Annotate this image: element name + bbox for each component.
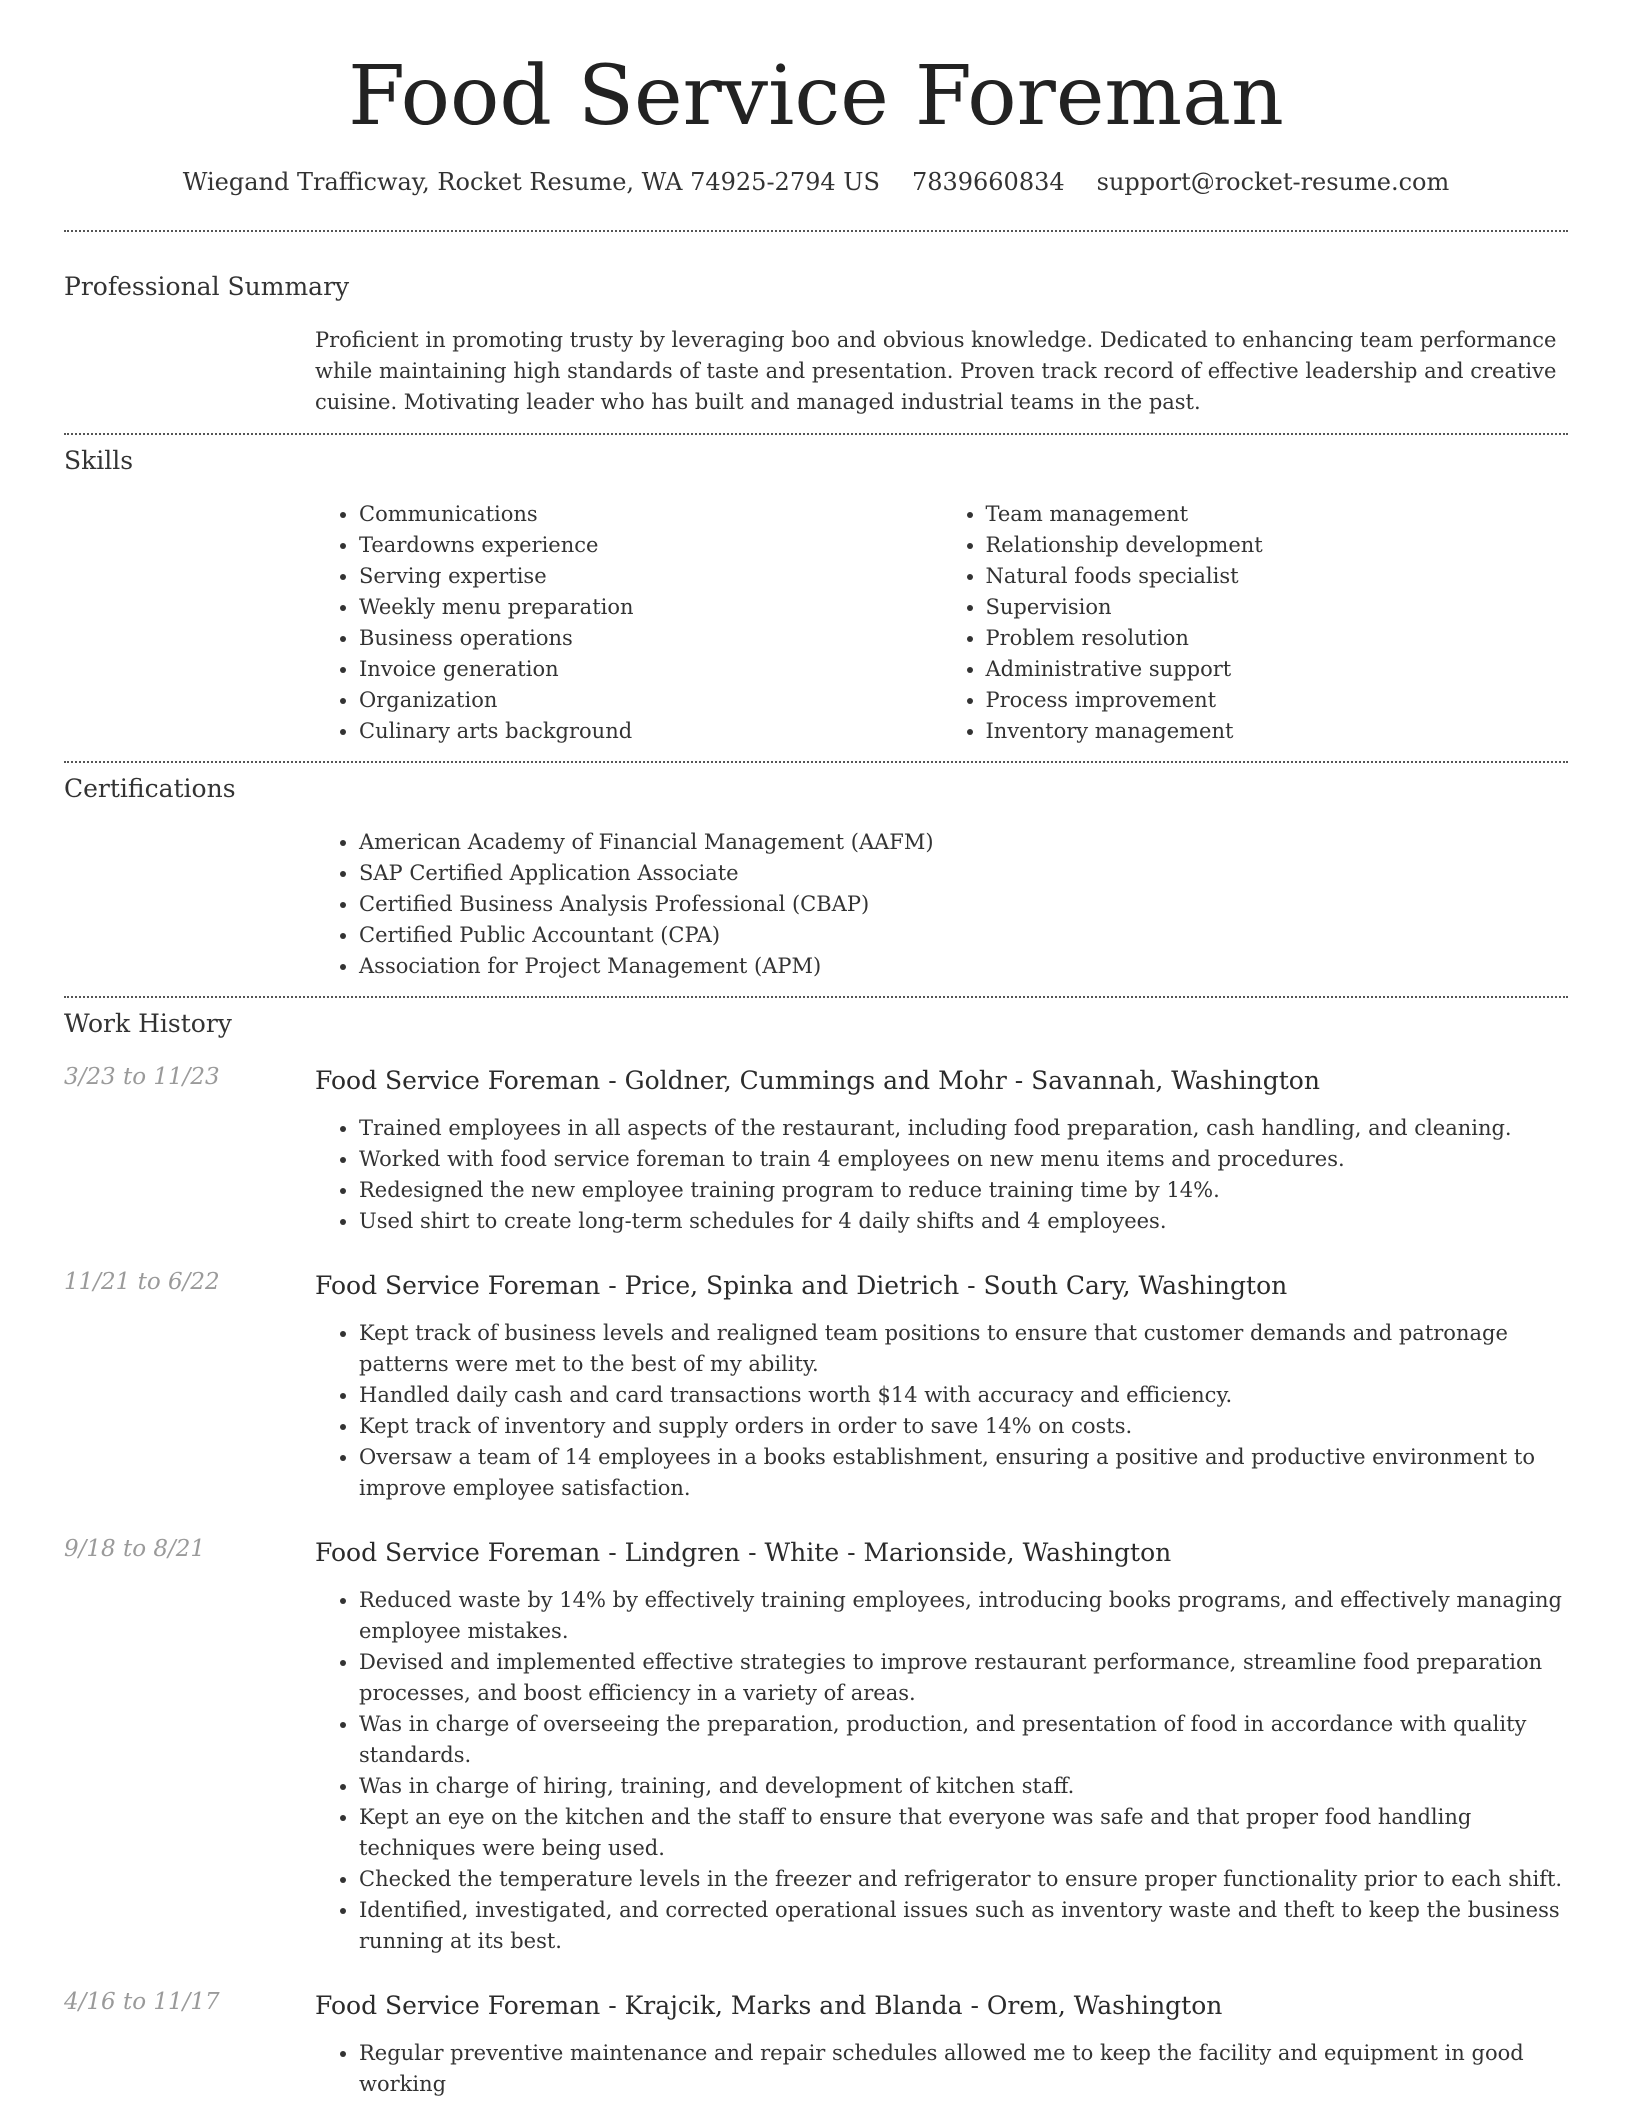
job-bullet: • Checked the temperature levels in the freezer and refrigerator to ensure proper functionality prior to each shift. — [359, 1864, 1568, 1895]
contact-address: Wiegand Trafficway, Rocket Resume, WA 74925-2794 US — [182, 168, 880, 197]
candidate-name: Food Service Foreman — [348, 49, 1284, 144]
job-entry — [64, 1269, 1568, 1504]
job-bullet: • Kept track of business levels and realigned team positions to ensure that customer demands and patronage patterns were met to the best of my ability. — [359, 1318, 1568, 1380]
skills-list-left — [315, 499, 942, 747]
job-bullet: • Identified, investigated, and corrected operational issues such as inventory waste and theft to keep the business running at its best. — [359, 1895, 1568, 1957]
skill-item: • Invoice generation — [359, 654, 942, 685]
job-dates: 9/18 to 8/21 — [64, 1536, 206, 1563]
skills-title: Skills — [64, 446, 134, 476]
job-bullet: • Redesigned the new employee training program to reduce training time by 14%. — [359, 1175, 1568, 1206]
certification-item: • Association for Project Management (APM) — [359, 951, 1568, 982]
job-bullet: • Trained employees in all aspects of the restaurant, including food preparation, cash handling, and cleaning. — [359, 1113, 1568, 1144]
job-dates: 4/16 to 11/17 — [64, 1989, 220, 2016]
skill-item: • Natural foods specialist — [986, 561, 1569, 592]
certifications-title: Certifications — [64, 774, 236, 804]
resume-header — [64, 0, 1568, 196]
skill-item: • Administrative support — [986, 654, 1569, 685]
job-bullet: • Kept an eye on the kitchen and the staff to ensure that everyone was safe and that proper food handling techniques were being used. — [359, 1802, 1568, 1864]
job-bullet: • Kept track of inventory and supply orders in order to save 14% on costs. — [359, 1411, 1568, 1442]
job-bullets — [315, 1113, 1568, 1237]
job-bullet: • Oversaw a team of 14 employees in a books establishment, ensuring a positive and productive environment to improve employee satisfaction. — [359, 1442, 1568, 1504]
job-bullet: • Was in charge of hiring, training, and development of kitchen staff. — [359, 1771, 1568, 1802]
job-heading: Food Service Foreman - Krajcik, Marks and Blanda - Orem, Washington — [315, 1991, 1223, 2021]
certifications-list — [315, 827, 1568, 982]
job-heading: Food Service Foreman - Goldner, Cummings and Mohr - Savannah, Washington — [315, 1066, 1320, 1096]
summary-text: Proficient in promoting trusty by leveraging boo and obvious knowledge. Dedicated to enhancing team performance while maintaining high standards of taste and presentation. Proven track record of effective leadership and creative cuisine. Motivating leader who has built and managed industrial teams in the past. — [315, 328, 1557, 415]
certification-item: • Certified Public Accountant (CPA) — [359, 920, 1568, 951]
contact-phone[interactable]: 7839660834 — [911, 168, 1065, 197]
certifications-section — [64, 763, 1568, 996]
skill-item: • Serving expertise — [359, 561, 942, 592]
job-bullets — [315, 1318, 1568, 1504]
contact-email[interactable]: support@rocket-resume.com — [1096, 168, 1450, 197]
skill-item: • Process improvement — [986, 685, 1569, 716]
skill-item: • Organization — [359, 685, 942, 716]
skill-item: • Communications — [359, 499, 942, 530]
job-dates: 3/23 to 11/23 — [64, 1064, 220, 1091]
skill-item: • Team management — [986, 499, 1569, 530]
certification-item: • Certified Business Analysis Professional (CBAP) — [359, 889, 1568, 920]
skill-item: • Teardowns experience — [359, 530, 942, 561]
job-dates: 11/21 to 6/22 — [64, 1269, 220, 1296]
job-bullet: • Used shirt to create long-term schedules for 4 daily shifts and 4 employees. — [359, 1206, 1568, 1237]
job-bullet: • Worked with food service foreman to train 4 employees on new menu items and procedures. — [359, 1144, 1568, 1175]
skills-section — [64, 435, 1568, 761]
job-heading: Food Service Foreman - Lindgren - White - Marionside, Washington — [315, 1538, 1172, 1568]
summary-title: Professional Summary — [64, 272, 350, 302]
skill-item: • Business operations — [359, 623, 942, 654]
skills-list-right — [942, 499, 1569, 747]
certification-item: • American Academy of Financial Management (AAFM) — [359, 827, 1568, 858]
skill-item: • Inventory management — [986, 716, 1569, 747]
job-entry — [64, 1536, 1568, 1957]
job-bullets — [315, 2038, 1568, 2100]
summary-section — [64, 232, 1568, 433]
job-bullet: • Was in charge of overseeing the preparation, production, and presentation of food in accordance with quality standards. — [359, 1709, 1568, 1771]
skill-item: • Relationship development — [986, 530, 1569, 561]
skill-item: • Weekly menu preparation — [359, 592, 942, 623]
skill-item: • Culinary arts background — [359, 716, 942, 747]
job-entry — [64, 1064, 1568, 1237]
job-bullet: • Devised and implemented effective strategies to improve restaurant performance, streamline food preparation processes, and boost efficiency in a variety of areas. — [359, 1647, 1568, 1709]
work-history-section — [64, 998, 1568, 2100]
skill-item: • Problem resolution — [986, 623, 1569, 654]
job-bullet: • Regular preventive maintenance and repair schedules allowed me to keep the facility and equipment in good working — [359, 2038, 1568, 2100]
job-heading: Food Service Foreman - Price, Spinka and Dietrich - South Cary, Washington — [315, 1271, 1288, 1301]
certification-item: • SAP Certified Application Associate — [359, 858, 1568, 889]
skill-item: • Supervision — [986, 592, 1569, 623]
job-bullet: • Reduced waste by 14% by effectively training employees, introducing books programs, and effectively managing employee mistakes. — [359, 1585, 1568, 1647]
job-bullets — [315, 1585, 1568, 1957]
job-entry — [64, 1989, 1568, 2100]
job-bullet: • Handled daily cash and card transactions worth $14 with accuracy and efficiency. — [359, 1380, 1568, 1411]
work-history-title: Work History — [64, 1009, 232, 1039]
contact-line — [64, 168, 1568, 196]
